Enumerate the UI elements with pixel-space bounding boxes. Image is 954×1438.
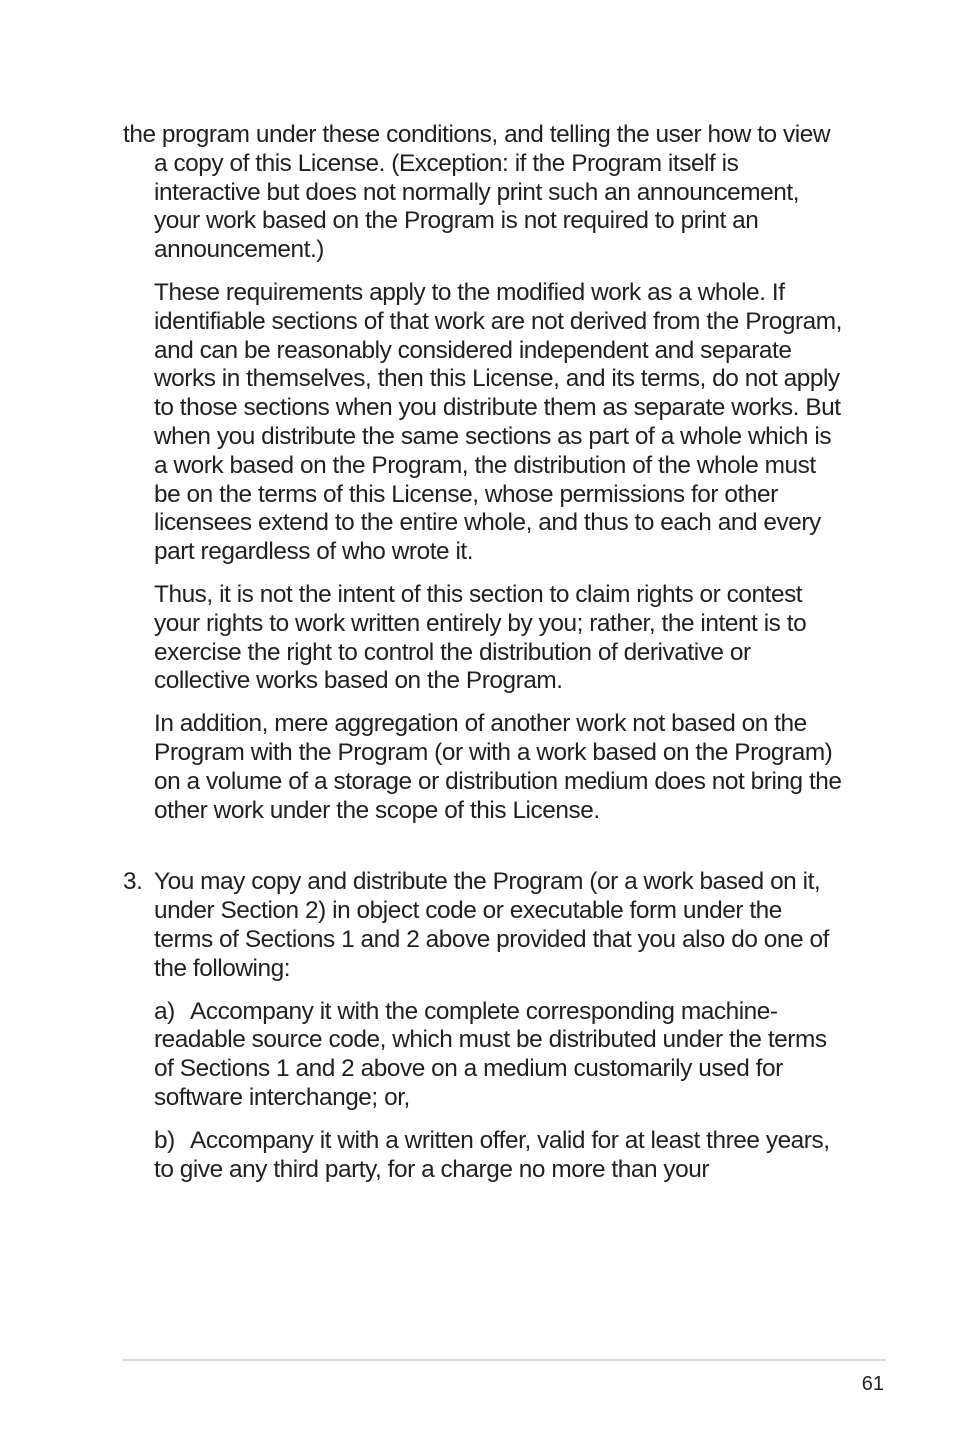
section-3-item-b bbox=[154, 1127, 843, 1185]
section-3-text: You may copy and distribute the Program (or a work based on it, under Section 2) in object code or executable form under the terms of Sections 1 and 2 above provided that you also do one of the following: bbox=[154, 868, 829, 982]
item-a-text: Accompany it with the complete corresponding machine-readable source code, which must be distributed under the terms of Sections 1 and 2 above on a medium customarily used for software interchange; or, bbox=[154, 997, 827, 1111]
page-number: 61 bbox=[861, 1373, 884, 1395]
section-3-number: 3. bbox=[123, 868, 143, 896]
section-3-item-a bbox=[154, 998, 843, 1113]
item-b-label: b) bbox=[154, 1126, 175, 1154]
paragraph-continuation: the program under these conditions, and telling the user how to view a copy of this License. (Exception: if the Program itself is interactive but does not normally print such an announcement, your work based on the Program is not required to print an announcement.) bbox=[123, 121, 830, 264]
paragraph-requirements: These requirements apply to the modified work as a whole. If identifiable sections of that work are not derived from the Program, and can be reasonably considered independent and separate works in themselves, then this License, and its terms, do not apply to those sections when you distribute them as separate works. But when you distribute the same sections as part of a whole which is a work based on the Program, the distribution of the whole must be on the terms of this License, whose permissions for other licensees extend to the entire whole, and thus to each and every part regardless of who wrote it. bbox=[154, 278, 842, 566]
footer-rule bbox=[123, 1359, 886, 1361]
item-a-label: a) bbox=[154, 997, 175, 1025]
section-3 bbox=[123, 868, 843, 983]
item-b-text: Accompany it with a written offer, valid for at least three years, to give any third party, for a charge no more than your bbox=[154, 1126, 830, 1183]
paragraph-intent: Thus, it is not the intent of this section to claim rights or contest your rights to work written entirely by you; rather, the intent is to exercise the right to control the distribution of derivative or collective works based on the Program. bbox=[154, 580, 807, 695]
document-body bbox=[123, 121, 843, 1198]
paragraph-aggregation: In addition, mere aggregation of another work not based on the Program with the Program (or with a work based on the Program) on a volume of a storage or distribution medium does not bring the other work under the scope of this License. bbox=[154, 710, 842, 824]
